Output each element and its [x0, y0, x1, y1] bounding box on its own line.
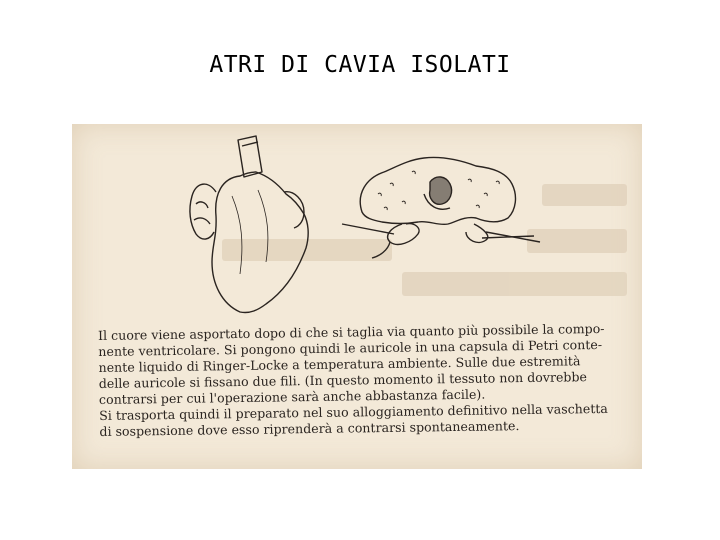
heart-drawing [190, 136, 308, 313]
caption-line: nente ventricolare. Si pongono quindi le auricole in una capsula di Petri conte- [98, 336, 603, 359]
slide-title: ATRI DI CAVIA ISOLATI [209, 52, 511, 78]
bleed-through-shading [222, 184, 627, 296]
caption-line: Si trasporta quindi il preparato nel suo alloggiamento definitivo nella vaschetta [99, 400, 608, 423]
figure-caption [98, 320, 640, 440]
caption-line: Il cuore viene asportato dopo di che si taglia via quanto più possibile la compo- [98, 320, 605, 343]
caption-line: contrarsi per cui l'operazione sarà anche abbastanza facile). [98, 386, 486, 407]
caption-line: di sospensione dove esso riprenderà a contrarsi spontaneamente. [99, 418, 520, 439]
caption-line: nente liquido di Ringer-Locke a temperatura ambiente. Sulle due estremità [98, 353, 581, 375]
figure-illustrations [72, 124, 642, 334]
scanned-figure [72, 124, 642, 469]
caption-line: delle auricole si fissano due fili. (In questo momento il tessuto non dovrebbe [98, 369, 588, 391]
